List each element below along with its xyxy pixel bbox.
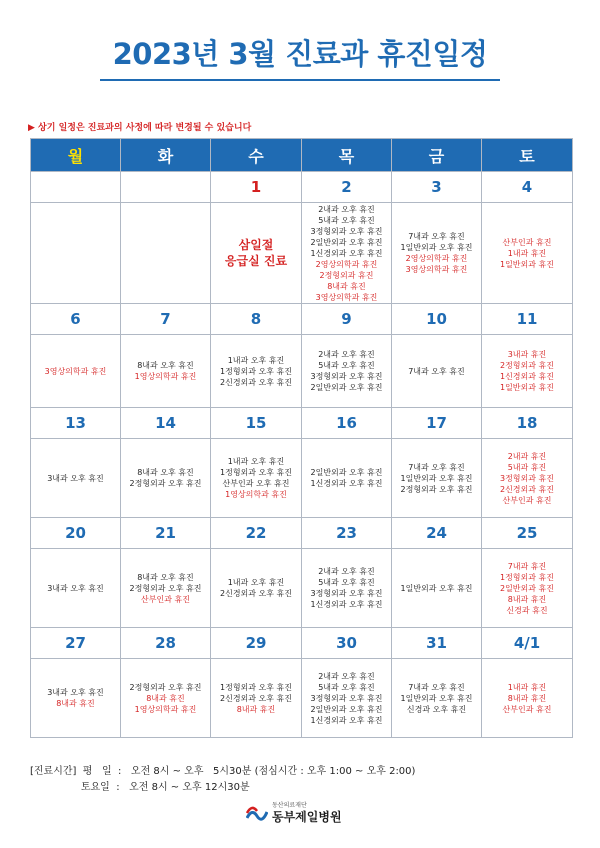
schedule-notice: ▶ 상기 일정은 진료과의 사정에 따라 변경될 수 있습니다 xyxy=(28,123,252,133)
closure-note: 2정형외과 오후 휴진 xyxy=(129,682,202,692)
closure-note: 1신경외과 오후 휴진 xyxy=(310,479,383,488)
notes-cell xyxy=(482,203,573,304)
clinic-hours-saturday: 토요일 : 오전 8시 ~ 오후 12시30분 xyxy=(30,782,250,793)
closure-note: 3영상의학과 휴진 xyxy=(315,292,378,302)
closure-note: 응급실 진료 xyxy=(224,254,288,268)
closure-note: 1정형외과 오후 휴진 xyxy=(220,366,292,376)
closure-note: 3내과 오후 휴진 xyxy=(47,688,104,697)
notes-cell xyxy=(31,549,121,628)
notes-cell xyxy=(482,659,573,738)
notes-cell xyxy=(121,659,211,738)
notes-cell xyxy=(31,203,121,304)
closure-note: 2신경외과 휴진 xyxy=(499,484,554,494)
date-cell: 16 xyxy=(302,408,392,439)
notes-cell xyxy=(482,549,573,628)
closure-note: 산부인과 휴진 xyxy=(502,237,552,247)
closure-note: 1일반외과 휴진 xyxy=(499,259,554,269)
date-cell: 1 xyxy=(211,172,302,203)
notes-cell xyxy=(302,659,392,738)
date-cell xyxy=(121,172,211,203)
weekday-wed: 수 xyxy=(211,139,302,172)
hospital-logo-icon xyxy=(246,806,268,822)
closure-note: 2영상의학과 휴진 xyxy=(315,259,378,269)
closure-note: 2신경외과 오후 휴진 xyxy=(220,693,292,703)
closure-note: 1영상의학과 휴진 xyxy=(225,490,287,499)
week-notes-row xyxy=(31,439,573,518)
closure-note: 1내과 오후 휴진 xyxy=(227,578,285,587)
date-cell: 27 xyxy=(31,628,121,659)
date-cell: 23 xyxy=(302,518,392,549)
closure-note: 5내과 오후 휴진 xyxy=(318,682,375,692)
weekday-fri: 금 xyxy=(392,139,482,172)
closure-note: 1일반외과 오후 휴진 xyxy=(400,583,473,593)
closure-note: 5내과 오후 휴진 xyxy=(318,215,375,225)
weekday-header xyxy=(31,139,573,172)
week-notes-row xyxy=(31,203,573,304)
closure-note: 3정형외과 오후 휴진 xyxy=(310,372,383,381)
closure-note: 2내과 오후 휴진 xyxy=(318,204,375,214)
date-cell: 30 xyxy=(302,628,392,659)
schedule-calendar xyxy=(30,138,573,738)
week-date-row xyxy=(31,304,573,335)
closure-note: 1신경외과 오후 휴진 xyxy=(310,248,383,258)
weekday-tue: 화 xyxy=(121,139,211,172)
weekday-mon: 월 xyxy=(31,139,121,172)
closure-note: 8내과 오후 휴진 xyxy=(137,361,194,370)
closure-note: 산부인과 휴진 xyxy=(141,594,190,604)
closure-note: 8내과 휴진 xyxy=(56,699,95,708)
notes-cell xyxy=(121,335,211,408)
closure-note: 신경과 휴진 xyxy=(506,605,548,615)
closure-note: 8내과 오후 휴진 xyxy=(137,468,194,477)
week-date-row xyxy=(31,518,573,549)
closure-note: 3내과 휴진 xyxy=(507,350,547,359)
clinic-hours-weekday: [진료시간] 평 일 : 오전 8시 ~ 오후 5시30분 (점심시간 : 오후 1:00 ~ 오후 2:00) xyxy=(30,766,416,777)
date-cell: 25 xyxy=(482,518,573,549)
date-cell: 18 xyxy=(482,408,573,439)
closure-note: 2정형외과 휴진 xyxy=(319,270,374,280)
closure-note: 2내과 휴진 xyxy=(507,451,547,461)
date-cell: 10 xyxy=(392,304,482,335)
week-notes-row xyxy=(31,659,573,738)
notes-cell xyxy=(31,659,121,738)
closure-note: 7내과 휴진 xyxy=(507,561,547,571)
notes-cell xyxy=(211,335,302,408)
closure-note: 5내과 오후 휴진 xyxy=(318,361,375,370)
closure-note: 2일반외과 휴진 xyxy=(499,583,554,593)
notes-cell xyxy=(211,439,302,518)
notes-cell xyxy=(392,203,482,304)
closure-note: 1정형외과 오후 휴진 xyxy=(220,682,292,692)
closure-note: 2일반외과 오후 휴진 xyxy=(310,237,383,247)
closure-note: 삼일절 xyxy=(238,238,274,252)
date-cell: 4 xyxy=(482,172,573,203)
closure-note: 3정형외과 휴진 xyxy=(499,473,554,483)
closure-note: 3내과 오후 휴진 xyxy=(47,583,104,593)
closure-note: 1내과 오후 휴진 xyxy=(227,457,285,466)
closure-note: 3영상의학과 휴진 xyxy=(44,366,107,376)
closure-note: 1정형외과 오후 휴진 xyxy=(220,468,292,477)
notes-cell xyxy=(302,549,392,628)
closure-note: 2일반외과 오후 휴진 xyxy=(310,383,383,392)
closure-note: 1신경외과 오후 휴진 xyxy=(310,715,383,725)
date-cell: 31 xyxy=(392,628,482,659)
closure-note: 8내과 휴진 xyxy=(327,281,366,291)
date-cell: 24 xyxy=(392,518,482,549)
closure-note: 산부인과 휴진 xyxy=(502,495,552,505)
notes-cell xyxy=(392,659,482,738)
notes-cell xyxy=(31,439,121,518)
weekday-thu: 목 xyxy=(302,139,392,172)
notes-cell xyxy=(121,439,211,518)
closure-note: 2내과 오후 휴진 xyxy=(318,567,375,576)
date-cell: 22 xyxy=(211,518,302,549)
closure-note: 1정형외과 휴진 xyxy=(499,572,554,582)
week-date-row xyxy=(31,628,573,659)
closure-note: 8내과 휴진 xyxy=(507,693,547,703)
closure-note: 8내과 휴진 xyxy=(236,704,276,714)
week-notes-row xyxy=(31,549,573,628)
notes-cell xyxy=(392,335,482,408)
date-cell: 3 xyxy=(392,172,482,203)
closure-note: 7내과 오후 휴진 xyxy=(408,462,465,472)
closure-note: 2신경외과 오후 휴진 xyxy=(220,377,292,387)
closure-note: 3정형외과 오후 휴진 xyxy=(310,589,383,598)
week-date-row xyxy=(31,408,573,439)
closure-note: 2정형외과 휴진 xyxy=(499,361,554,370)
closure-note: 1내과 오후 휴진 xyxy=(227,355,285,365)
closure-note: 3정형외과 오후 휴진 xyxy=(310,226,383,236)
closure-note: 2정형외과 오후 휴진 xyxy=(129,479,202,488)
closure-note: 1영상의학과 휴진 xyxy=(134,372,197,381)
date-cell xyxy=(31,172,121,203)
closure-note: 3정형외과 오후 휴진 xyxy=(310,693,383,703)
closure-note: 8내과 휴진 xyxy=(146,693,185,703)
date-cell: 2 xyxy=(302,172,392,203)
clinic-hours xyxy=(30,764,415,796)
closure-note: 1영상의학과 휴진 xyxy=(134,704,197,714)
date-cell: 7 xyxy=(121,304,211,335)
notes-cell xyxy=(302,203,392,304)
date-cell: 6 xyxy=(31,304,121,335)
date-cell: 13 xyxy=(31,408,121,439)
closure-note: 1내과 휴진 xyxy=(507,682,547,692)
closure-note: 7내과 오후 휴진 xyxy=(408,682,465,692)
date-cell: 17 xyxy=(392,408,482,439)
closure-note: 2신경외과 오후 휴진 xyxy=(220,589,292,598)
closure-note: 7내과 오후 휴진 xyxy=(408,366,465,376)
closure-note: 2정형외과 오후 휴진 xyxy=(129,583,202,593)
notes-cell xyxy=(211,659,302,738)
notes-cell xyxy=(392,549,482,628)
notes-cell xyxy=(121,203,211,304)
notes-cell xyxy=(482,335,573,408)
date-cell: 28 xyxy=(121,628,211,659)
notes-cell xyxy=(392,439,482,518)
closure-note: 1일반외과 오후 휴진 xyxy=(400,243,473,252)
closure-note: 2일반외과 오후 휴진 xyxy=(310,704,383,714)
closure-note: 2일반외과 오후 휴진 xyxy=(310,468,383,477)
date-cell: 8 xyxy=(211,304,302,335)
title-underline xyxy=(100,79,500,81)
closure-note: 2내과 오후 휴진 xyxy=(318,350,375,359)
date-cell: 15 xyxy=(211,408,302,439)
closure-note: 산부인과 휴진 xyxy=(502,704,552,714)
closure-note: 5내과 휴진 xyxy=(507,462,547,472)
closure-note: 8내과 휴진 xyxy=(507,594,547,604)
date-cell: 29 xyxy=(211,628,302,659)
closure-note: 5내과 오후 휴진 xyxy=(318,578,375,587)
notes-cell xyxy=(31,335,121,408)
week-notes-row xyxy=(31,335,573,408)
notes-cell xyxy=(482,439,573,518)
notes-cell xyxy=(302,335,392,408)
hospital-logo xyxy=(246,800,366,826)
closure-note: 1신경외과 휴진 xyxy=(499,372,554,381)
notes-cell xyxy=(211,549,302,628)
date-cell: 20 xyxy=(31,518,121,549)
closure-note: 8내과 오후 휴진 xyxy=(137,572,194,582)
notes-cell xyxy=(121,549,211,628)
notes-cell xyxy=(302,439,392,518)
hospital-foundation: 동산의료재단 xyxy=(272,802,307,809)
closure-note: 1일반외과 오후 휴진 xyxy=(400,473,473,483)
date-cell: 14 xyxy=(121,408,211,439)
closure-note: 1일반외과 휴진 xyxy=(499,383,554,392)
closure-note: 3내과 오후 휴진 xyxy=(47,473,104,483)
closure-note: 7내과 오후 휴진 xyxy=(408,232,465,241)
week-date-row xyxy=(31,172,573,203)
closure-note: 1내과 휴진 xyxy=(507,248,547,258)
date-cell: 4/1 xyxy=(482,628,573,659)
closure-note: 2내과 오후 휴진 xyxy=(318,671,375,681)
date-cell: 9 xyxy=(302,304,392,335)
closure-note: 3영상의학과 휴진 xyxy=(405,265,468,274)
closure-note: 2영상의학과 휴진 xyxy=(405,254,468,263)
closure-note: 신경과 오후 휴진 xyxy=(406,704,467,714)
page-title: 2023년 3월 진료과 휴진일정 xyxy=(112,37,488,71)
closure-note: 산부인과 오후 휴진 xyxy=(222,479,290,488)
closure-note: 2정형외과 오후 휴진 xyxy=(400,484,473,494)
closure-note: 1일반외과 오후 휴진 xyxy=(400,693,473,703)
notes-cell xyxy=(211,203,302,304)
date-cell: 11 xyxy=(482,304,573,335)
date-cell: 21 xyxy=(121,518,211,549)
hospital-name: 동부제일병원 xyxy=(272,810,342,824)
closure-note: 1신경외과 오후 휴진 xyxy=(310,600,383,609)
weekday-sat: 토 xyxy=(482,139,573,172)
